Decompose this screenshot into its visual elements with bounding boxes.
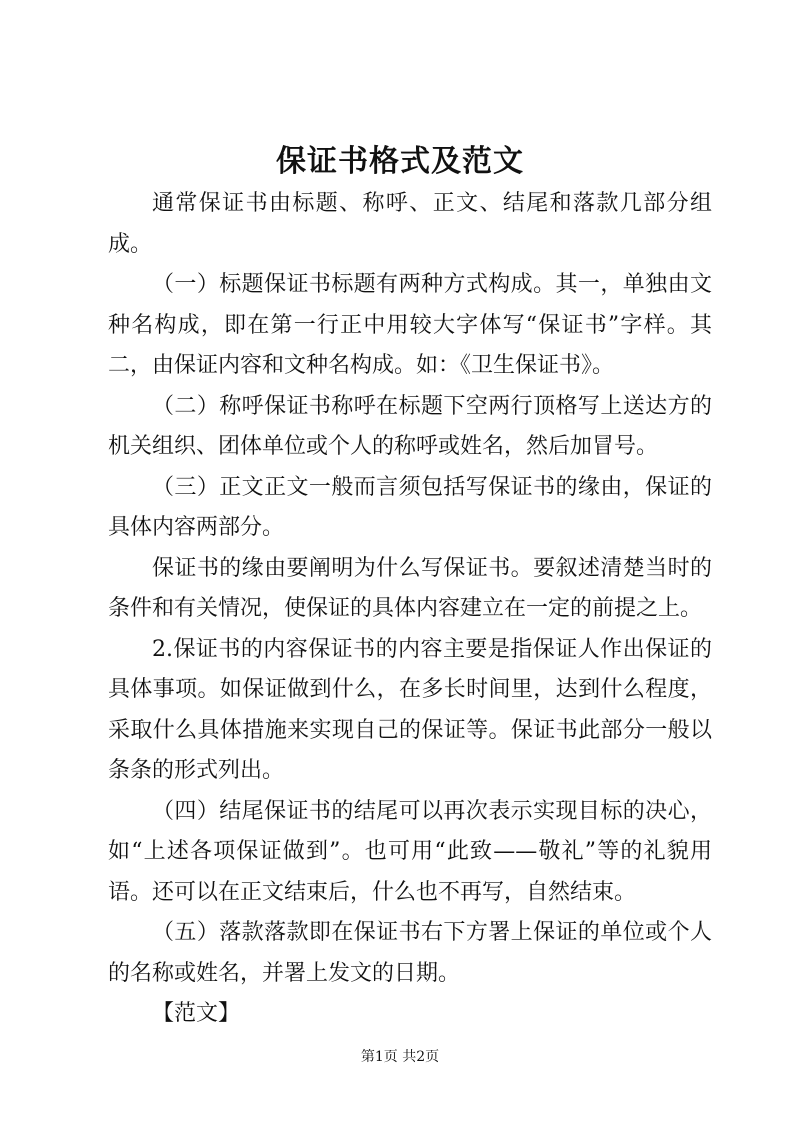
paragraph-salutation-section: （二）称呼保证书称呼在标题下空两行顶格写上送达方的机关组织、团体单位或个人的称呼或姓名，然后加冒号。 [108,393,712,459]
paragraph-signature-section: （五）落款落款即在保证书右下方署上保证的单位或个人的名称或姓名，并署上发文的日期。 [108,920,712,986]
page-footer: 第1页 共2页 [360,1049,440,1065]
paragraph-sample-heading: 【范文】 [152,1001,241,1026]
paragraph-title-section: （一）标题保证书标题有两种方式构成。其一，单独由文种名构成，即在第一行正中用较大字体写“保证书”字样。其二，由保证内容和文种名构成。如：《卫生保证书》。 [108,272,712,378]
paragraph-content: 2.保证书的内容保证书的内容主要是指保证人作出保证的具体事项。如保证做到什么，在多长时间里，达到什么程度，采取什么具体措施来实现自己的保证等。保证书此部分一般以条条的形式列出。 [108,636,712,783]
document-title: 保证书格式及范文 [276,144,524,179]
paragraph-intro: 通常保证书由标题、称呼、正文、结尾和落款几部分组成。 [108,191,712,257]
paragraph-reason: 保证书的缘由要阐明为什么写保证书。要叙述清楚当时的条件和有关情况，使保证的具体内容建立在一定的前提之上。 [108,555,712,621]
paragraph-ending-section: （四）结尾保证书的结尾可以再次表示实现目标的决心，如“上述各项保证做到”。也可用“此致——敬礼”等的礼貌用语。还可以在正文结束后，什么也不再写，自然结束。 [108,798,712,905]
document-body [108,184,712,1035]
paragraph-body-section: （三）正文正文一般而言须包括写保证书的缘由，保证的具体内容两部分。 [108,474,712,540]
